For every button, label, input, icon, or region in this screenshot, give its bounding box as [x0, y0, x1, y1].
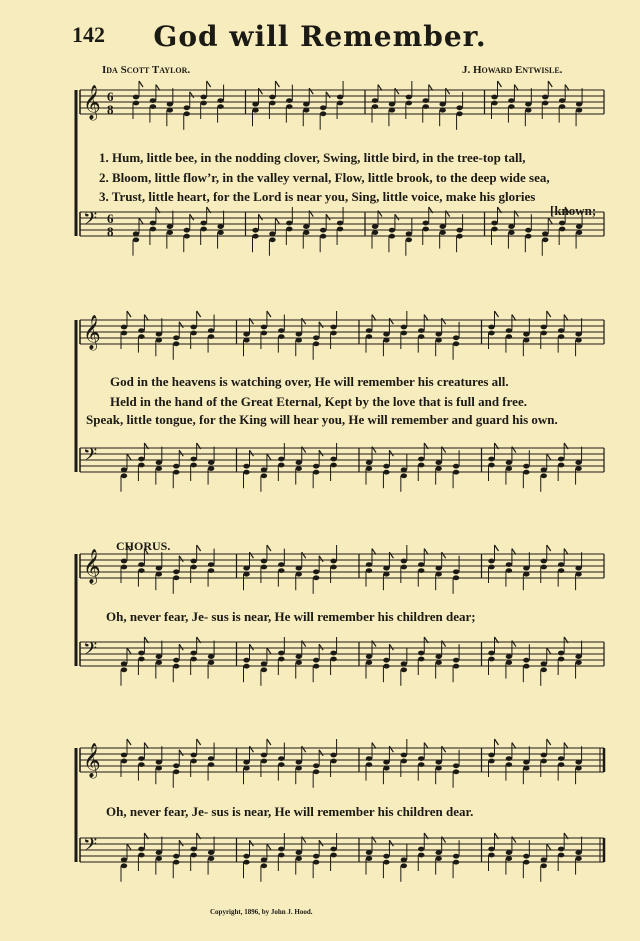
note-head — [523, 860, 529, 865]
note-head — [190, 753, 196, 758]
note-head — [541, 759, 547, 764]
note-head — [418, 853, 424, 858]
note-head — [488, 847, 494, 852]
note-head — [330, 853, 336, 858]
note-head — [575, 850, 581, 855]
treble-staff — [80, 739, 604, 788]
note-flag — [197, 739, 201, 745]
note-flag — [389, 840, 393, 846]
note-head — [558, 756, 564, 761]
note-head — [558, 853, 564, 858]
note-flag — [442, 837, 446, 843]
note-flag — [302, 746, 306, 752]
note-head — [575, 766, 581, 771]
note-head — [278, 762, 284, 767]
note-head — [190, 847, 196, 852]
lyricist-credit: Ida Scott Taylor. — [102, 64, 191, 76]
note-head — [208, 856, 214, 861]
time-signature-bottom: 8 — [107, 224, 114, 239]
note-head — [558, 762, 564, 767]
note-head — [453, 769, 459, 774]
note-head — [261, 863, 267, 868]
copyright-notice: Copyright, 1896, by John J. Hood. — [210, 908, 313, 916]
note-flag — [547, 739, 551, 745]
note-head — [243, 766, 249, 771]
note-head — [435, 766, 441, 771]
note-head — [558, 847, 564, 852]
bass-clef: 𝄢 — [83, 835, 98, 860]
note-head — [330, 759, 336, 764]
note-head — [488, 853, 494, 858]
note-head — [401, 753, 407, 758]
hymn-title: God will Remember. — [153, 20, 487, 53]
note-head — [453, 854, 459, 859]
note-head — [506, 756, 512, 761]
bass-clef: 𝄢 — [83, 639, 98, 664]
note-head — [366, 762, 372, 767]
note-head — [243, 860, 249, 865]
note-head — [278, 756, 284, 761]
note-flag — [179, 750, 183, 756]
note-head — [121, 857, 127, 862]
note-head — [138, 847, 144, 852]
bass-clef: 𝄢 — [83, 445, 98, 470]
note-head — [121, 759, 127, 764]
note-flag — [319, 750, 323, 756]
bass-staff — [80, 833, 604, 882]
note-head — [506, 856, 512, 861]
note-head — [208, 762, 214, 767]
note-head — [383, 854, 389, 859]
treble-clef: 𝄞 — [83, 549, 101, 584]
note-head — [383, 760, 389, 765]
refrain-line-3: Speak, little tongue, for the King will hear you, He will remember and guard his own. — [86, 412, 558, 427]
verse-1-line: 1. Hum, little bee, in the nodding clover, Swing, little bird, in the tree-top tall, — [99, 150, 526, 165]
note-head — [313, 769, 319, 774]
note-head — [435, 856, 441, 861]
note-flag — [127, 844, 131, 850]
note-head — [488, 753, 494, 758]
note-head — [296, 850, 302, 855]
note-head — [418, 756, 424, 761]
chorus-label: CHORUS. — [116, 539, 171, 553]
note-flag — [250, 840, 254, 846]
refrain-line-1: God in the heavens is watching over, He will remember his creatures all. — [110, 374, 509, 389]
note-head — [435, 850, 441, 855]
note-head — [121, 863, 127, 868]
verse-3-line: 3. Trust, little heart, for the Lord is near you, Sing, little voice, make his glories — [99, 189, 536, 204]
note-head — [173, 854, 179, 859]
note-head — [261, 857, 267, 862]
note-head — [208, 850, 214, 855]
note-head — [541, 753, 547, 758]
note-head — [330, 753, 336, 758]
verse-2-line: 2. Bloom, little flow’r, in the valley vernal, Flow, little brook, to the deep wide sea, — [99, 170, 550, 185]
note-head — [418, 762, 424, 767]
note-head — [296, 766, 302, 771]
note-head — [121, 753, 127, 758]
note-head — [243, 760, 249, 765]
note-head — [156, 856, 162, 861]
note-flag — [319, 840, 323, 846]
note-head — [156, 760, 162, 765]
note-head — [506, 850, 512, 855]
note-head — [243, 854, 249, 859]
note-head — [330, 847, 336, 852]
note-flag — [389, 746, 393, 752]
page-number: 142 — [72, 22, 105, 47]
note-head — [523, 760, 529, 765]
treble-clef: 𝄞 — [83, 85, 101, 120]
note-head — [156, 766, 162, 771]
note-head — [156, 850, 162, 855]
bass-clef: 𝄢 — [83, 209, 98, 234]
note-head — [208, 756, 214, 761]
chorus-line-1: Oh, never fear, Je- sus is near, He will remember his children dear; — [106, 609, 476, 624]
note-head — [296, 760, 302, 765]
note-head — [190, 853, 196, 858]
note-head — [313, 854, 319, 859]
note-head — [366, 856, 372, 861]
verse-3-continuation: [known; — [550, 203, 597, 218]
note-head — [261, 759, 267, 764]
composer-credit: J. Howard Entwisle. — [462, 64, 563, 76]
refrain-line-2: Held in the hand of the Great Eternal, Kept by the love that is full and free. — [110, 394, 527, 409]
note-head — [418, 847, 424, 852]
note-head — [138, 756, 144, 761]
note-head — [366, 850, 372, 855]
note-flag — [495, 739, 499, 745]
time-signature-bottom: 8 — [107, 102, 114, 117]
note-head — [313, 763, 319, 768]
note-head — [138, 762, 144, 767]
note-head — [401, 857, 407, 862]
time-signature-top: 6 — [107, 89, 114, 104]
note-flag — [267, 739, 271, 745]
note-head — [173, 769, 179, 774]
note-flag — [442, 746, 446, 752]
note-head — [173, 860, 179, 865]
note-head — [278, 847, 284, 852]
note-head — [313, 860, 319, 865]
note-head — [366, 756, 372, 761]
note-head — [453, 763, 459, 768]
note-flag — [127, 739, 131, 745]
note-head — [523, 766, 529, 771]
treble-clef: 𝄞 — [83, 743, 101, 778]
note-head — [401, 759, 407, 764]
note-head — [488, 759, 494, 764]
note-flag — [179, 840, 183, 846]
note-flag — [267, 844, 271, 850]
note-flag — [302, 837, 306, 843]
note-head — [296, 856, 302, 861]
note-head — [506, 762, 512, 767]
note-head — [401, 863, 407, 868]
note-head — [435, 760, 441, 765]
time-signature-top: 6 — [107, 211, 114, 226]
note-head — [278, 853, 284, 858]
note-flag — [512, 837, 516, 843]
treble-clef: 𝄞 — [83, 315, 101, 350]
note-head — [541, 863, 547, 868]
note-head — [575, 856, 581, 861]
note-head — [261, 753, 267, 758]
note-head — [138, 853, 144, 858]
note-head — [383, 766, 389, 771]
note-head — [173, 763, 179, 768]
note-flag — [250, 746, 254, 752]
note-flag — [547, 844, 551, 850]
note-head — [383, 860, 389, 865]
chorus-line-2: Oh, never fear, Je- sus is near, He will remember his children dear. — [106, 804, 474, 819]
note-head — [190, 759, 196, 764]
note-head — [541, 857, 547, 862]
note-head — [523, 854, 529, 859]
note-flag — [372, 837, 376, 843]
note-head — [575, 760, 581, 765]
note-head — [453, 860, 459, 865]
